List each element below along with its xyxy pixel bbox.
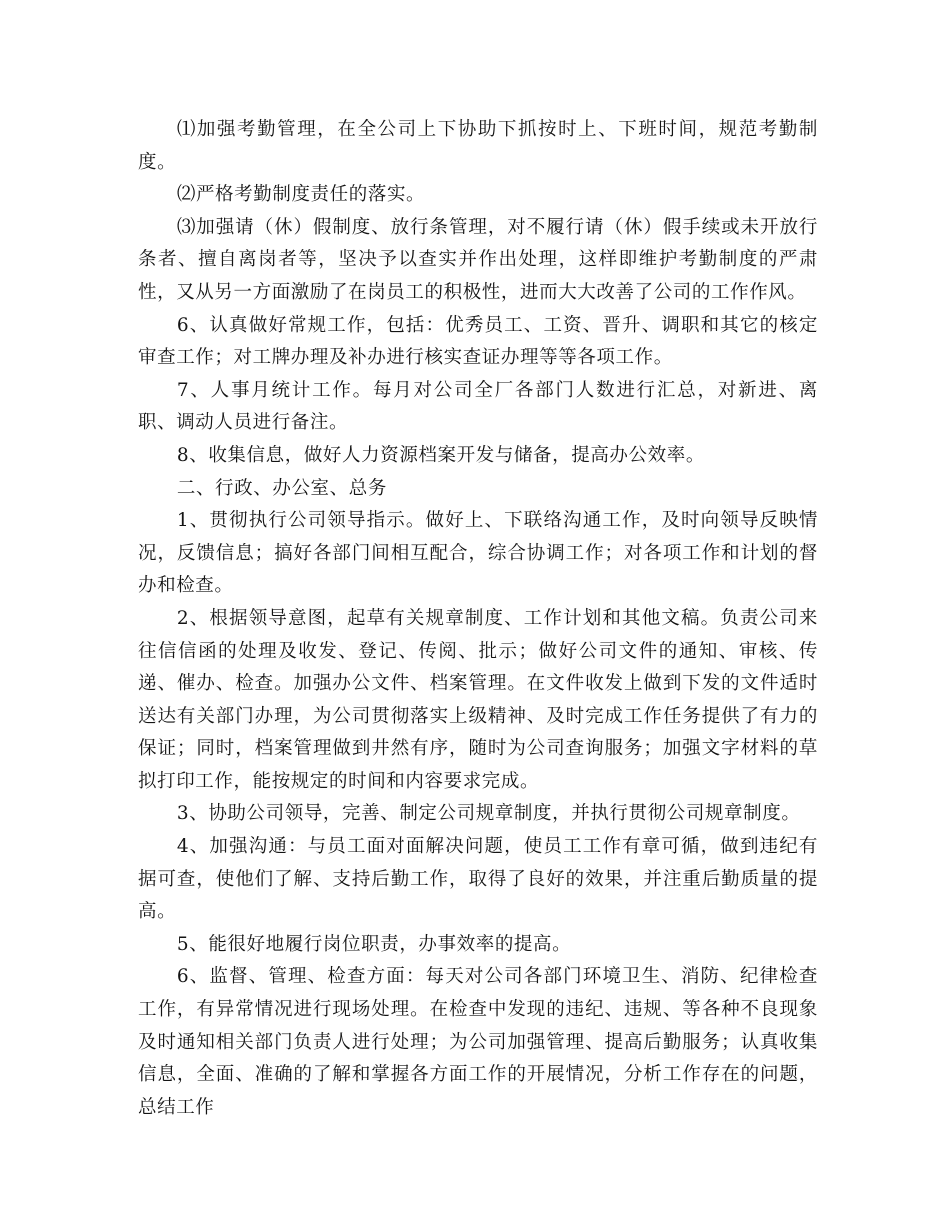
paragraph-attendance-management: ⑴加强考勤管理，在全公司上下协助下抓按时上、下班时间，规范考勤制度。 (138, 119, 818, 173)
paragraph-collect-information: 8、收集信息，做好人力资源档案开发与储备，提高办公效率。 (176, 444, 705, 466)
paragraph-implement-instructions: 1、贯彻执行公司领导指示。做好上、下联络沟通工作，及时向领导反映情况，反馈信息；搞好各部门间相互配合，综合协调工作；对各项工作和计划的督办和检查。 (138, 510, 818, 597)
section-heading-administration: 二、行政、办公室、总务 (176, 477, 387, 499)
paragraph-attendance-responsibility: ⑵严格考勤制度责任的落实。 (176, 184, 426, 206)
paragraph-routine-work: 6、认真做好常规工作，包括：优秀员工、工资、晋升、调职和其它的核定审查工作；对工牌办理及补办进行核实查证办理等等各项工作。 (138, 314, 818, 369)
paragraph-monthly-statistics: 7、人事月统计工作。每月对公司全厂各部门人数进行汇总，对新进、离职、调动人员进行备注。 (138, 379, 818, 434)
paragraph-job-responsibilities: 5、能很好地履行岗位职责，办事效率的提高。 (176, 933, 572, 955)
paragraph-assist-leadership: 3、协助公司领导，完善、制定公司规章制度，并执行贯彻公司规章制度。 (176, 803, 801, 825)
paragraph-drafting-documents: 2、根据领导意图，起草有关规章制度、工作计划和其他文稿。负责公司来往信信函的处理及收发、登记、传阅、批示；做好公司文件的通知、审核、传递、催办、检查。加强办公文件、档案管理。在文件收发上做到下发的文件适时送达有关部门办理，为公司贯彻落实上级精神、及时完成工作任务提供了有力的保证；同时，档案管理做到井然有序，随时为公司查询服务；加强文字材料的草拟打印工作，能按规定的时间和内容要求完成。 (138, 607, 818, 792)
paragraph-supervision-inspection: 6、监督、管理、检查方面：每天对公司各部门环境卫生、消防、纪律检查工作，有异常情况进行现场处理。在检查中发现的违纪、违规、等各种不良现象及时通知相关部门负责人进行处理；为公司加强管理、提高后勤服务；认真收集信息，全面、准确的了解和掌握各方面工作的开展情况，分析工作存在的问题，总结工作 (138, 966, 818, 1118)
document-body (138, 114, 818, 1124)
paragraph-leave-management: ⑶加强请（休）假制度、放行条管理，对不履行请（休）假手续或未开放行条者、擅自离岗者等，坚决予以查实并作出处理，这样即维护考勤制度的严肃性，又从另一方面激励了在岗员工的积极性，进而大大改善了公司的工作作风。 (138, 216, 818, 303)
paragraph-strengthen-communication: 4、加强沟通：与员工面对面解决问题，使员工工作有章可循，做到违纪有据可查，使他们了解、支持后勤工作，取得了良好的效果，并注重后勤质量的提高。 (138, 836, 818, 923)
